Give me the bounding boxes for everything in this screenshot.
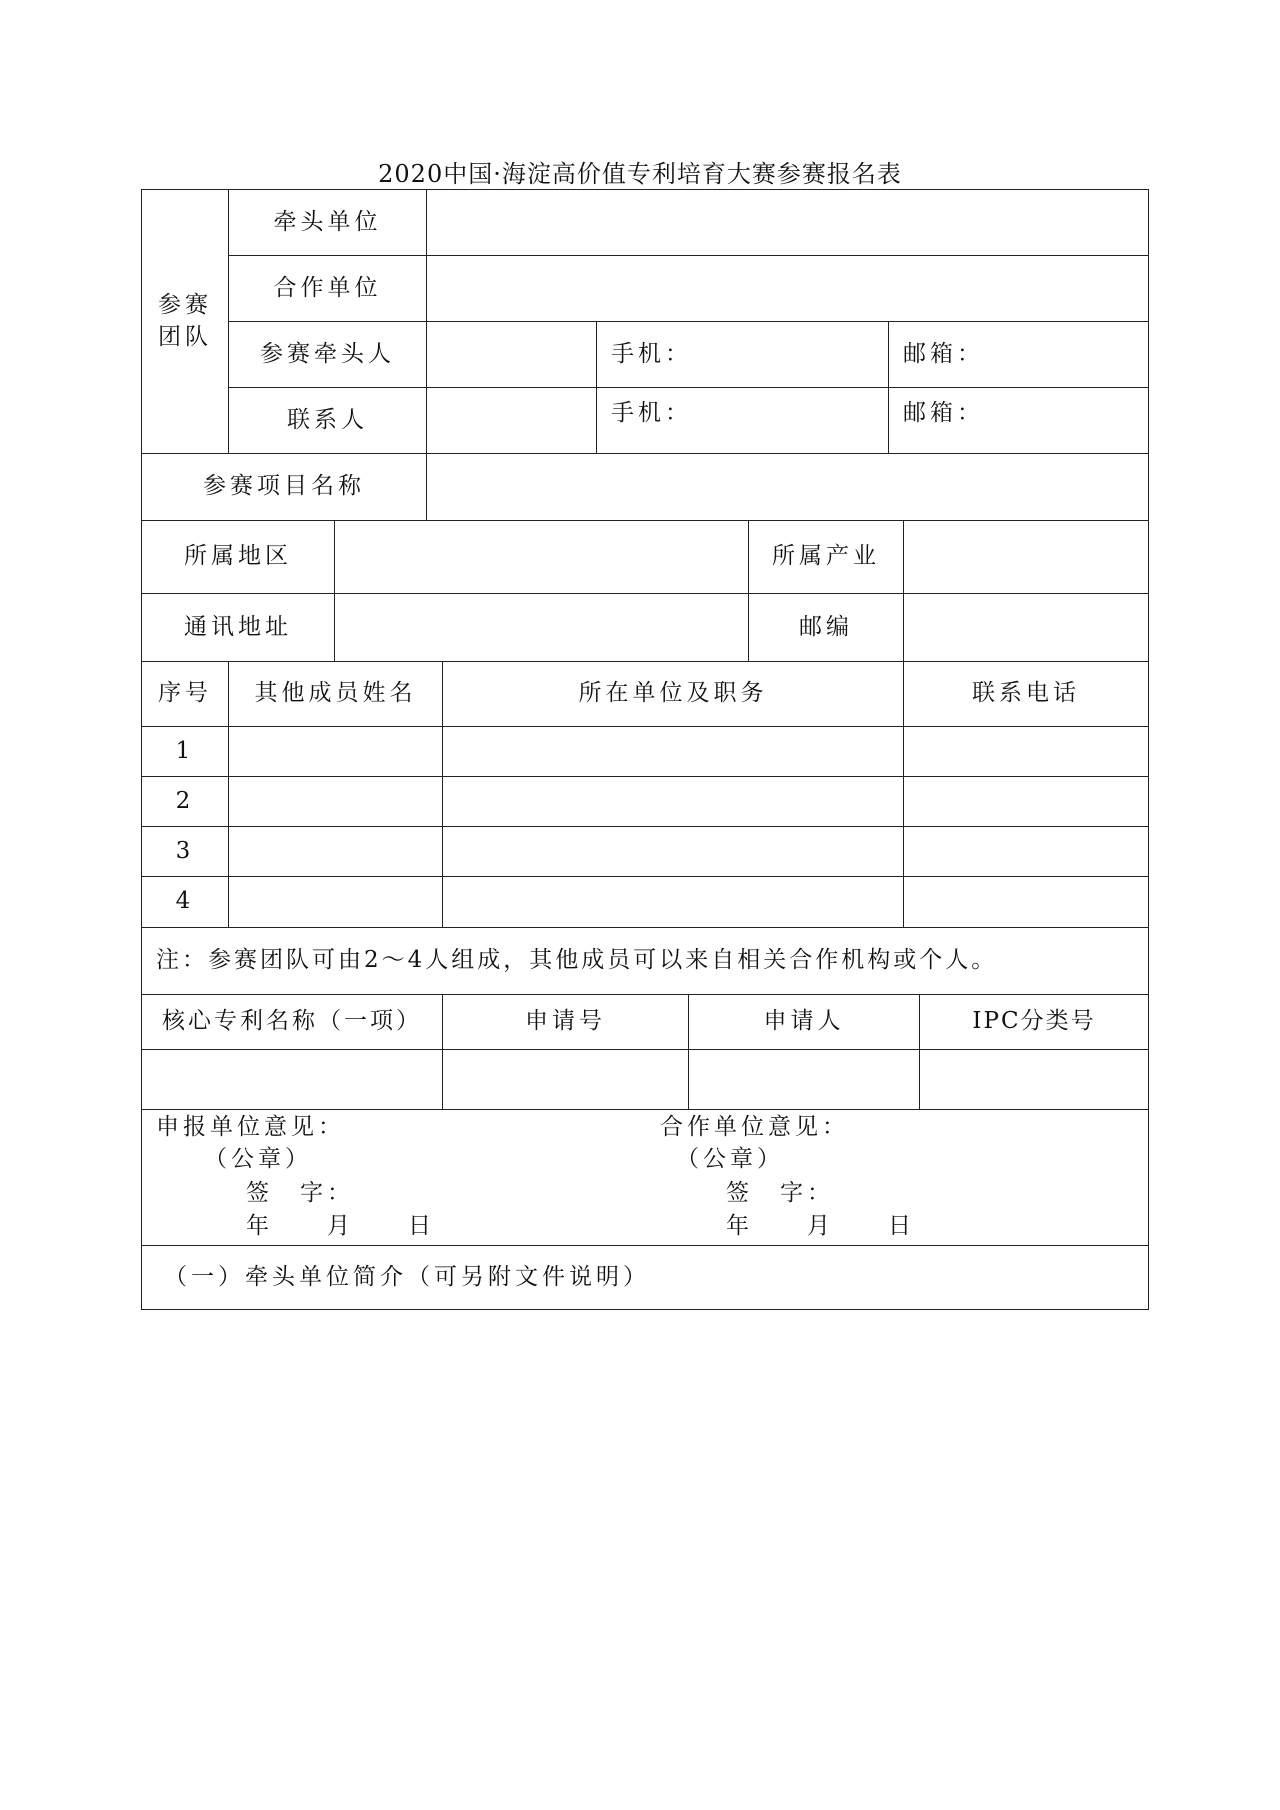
leader-email-field[interactable]: 邮箱： [888,321,1149,388]
team-label-line2: 团队 [158,323,212,350]
address-field[interactable] [334,593,749,662]
member-row-index: 3 [141,826,229,877]
member-row-index: 2 [141,776,229,827]
industry-field[interactable] [903,520,1149,594]
lead-unit-label: 牵头单位 [228,189,427,256]
patent-ipc-cell[interactable] [919,1049,1149,1110]
applicant-seal-label: （公章） [204,1146,312,1172]
applicant-date-label: 年 月 日 [246,1213,435,1239]
contact-email-field[interactable]: 邮箱： [888,387,1149,454]
project-name-field[interactable] [426,453,1149,521]
lead-unit-field[interactable] [426,189,1149,256]
patent-app-no-cell[interactable] [442,1049,689,1110]
patent-applicant-cell[interactable] [688,1049,920,1110]
leader-phone-field[interactable]: 手机： [596,321,889,388]
contact-name-field[interactable] [426,387,597,454]
member-phone-cell[interactable] [903,826,1149,877]
member-unit-cell[interactable] [442,776,904,827]
partner-unit-field[interactable] [426,255,1149,322]
partner-unit-label: 合作单位 [228,255,427,322]
applicant-opinion-label: 申报单位意见： [156,1114,345,1140]
region-field[interactable] [334,520,749,594]
patent-name-cell[interactable] [141,1049,443,1110]
industry-label: 所属产业 [748,520,904,594]
patent-col-applicant: 申请人 [688,994,920,1050]
member-row-index: 4 [141,876,229,928]
team-label-line1: 参赛 [158,292,212,319]
member-phone-cell[interactable] [903,776,1149,827]
patent-col-ipc: IPC分类号 [919,994,1149,1050]
partner-signature-label: 签 字： [726,1180,834,1206]
patent-col-name: 核心专利名称（一项） [141,994,443,1050]
partner-seal-label: （公章） [676,1146,784,1172]
team-group-label [141,189,229,454]
member-row-index: 1 [141,726,229,777]
address-label: 通讯地址 [141,593,335,662]
member-col-phone: 联系电话 [903,661,1149,727]
patent-col-app-no: 申请号 [442,994,689,1050]
member-name-cell[interactable] [228,826,443,877]
region-label: 所属地区 [141,520,335,594]
member-phone-cell[interactable] [903,876,1149,928]
partner-opinion-label: 合作单位意见： [660,1114,849,1140]
member-phone-cell[interactable] [903,726,1149,777]
postcode-label: 邮编 [748,593,904,662]
contact-phone-field[interactable]: 手机： [596,387,889,454]
member-name-cell[interactable] [228,776,443,827]
lead-unit-intro[interactable]: （一）牵头单位简介（可另附文件说明） [141,1245,1149,1310]
member-col-index: 序号 [141,661,229,727]
member-col-name: 其他成员姓名 [228,661,443,727]
form-title: 2020中国·海淀高价值专利培育大赛参赛报名表 [378,160,902,188]
member-unit-cell[interactable] [442,826,904,877]
member-name-cell[interactable] [228,876,443,928]
partner-date-label: 年 月 日 [726,1213,915,1239]
project-name-label: 参赛项目名称 [141,453,427,521]
member-name-cell[interactable] [228,726,443,777]
contact-label: 联系人 [228,387,427,454]
applicant-signature-label: 签 字： [246,1180,354,1206]
member-unit-cell[interactable] [442,726,904,777]
member-unit-cell[interactable] [442,876,904,928]
leader-name-field[interactable] [426,321,597,388]
postcode-field[interactable] [903,593,1149,662]
leader-label: 参赛牵头人 [228,321,427,388]
team-size-note: 注：参赛团队可由2～4人组成，其他成员可以来自相关合作机构或个人。 [141,927,1149,995]
member-col-unit: 所在单位及职务 [442,661,904,727]
